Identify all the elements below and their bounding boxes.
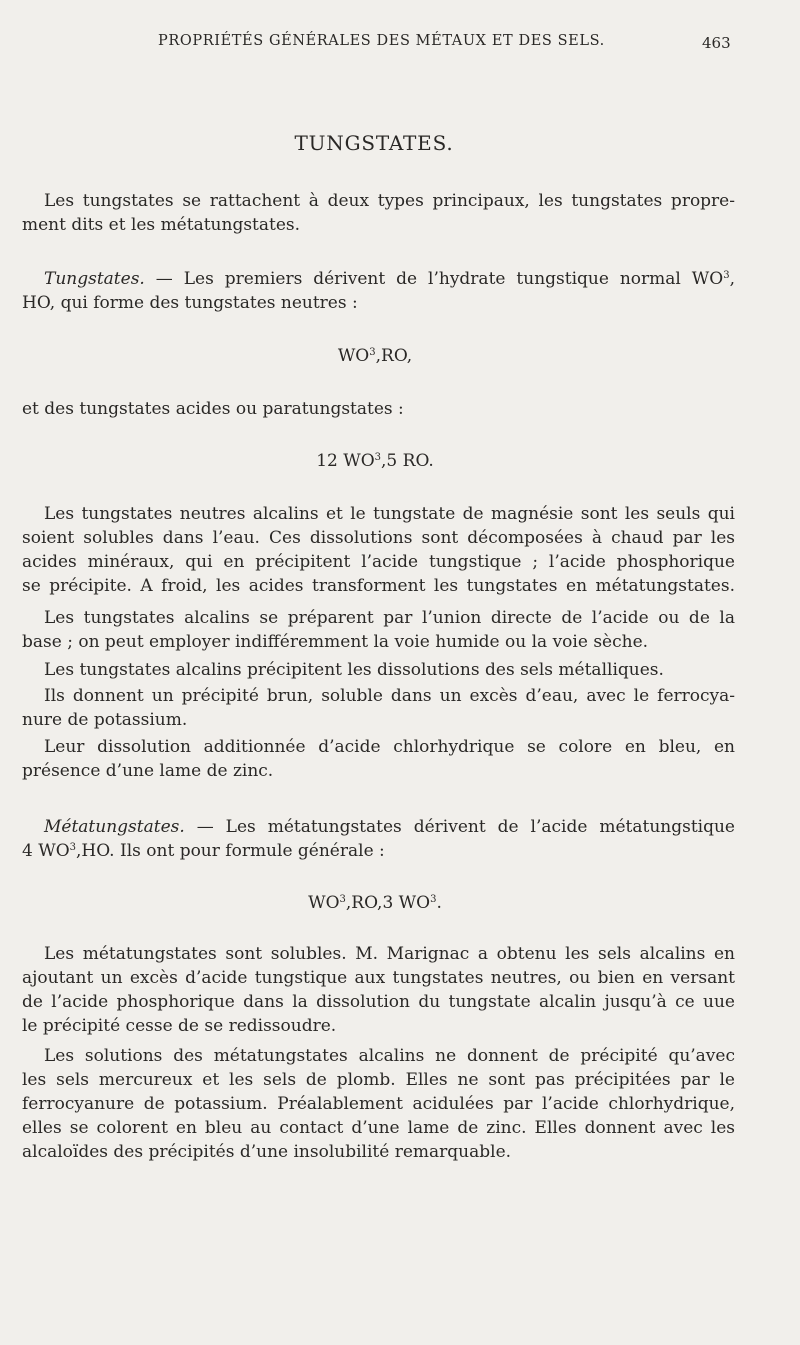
text-line: Les tungstates se rattachent à deux types principaux, les tungstates propre- <box>44 191 735 211</box>
text-line: Les métatungstates sont solubles. M. Marignac a obtenu les sels alcalins en <box>44 944 735 964</box>
metatungstates-paragraph <box>22 815 735 863</box>
text-line: soient solubles dans l’eau. Ces dissolutions sont décomposées à chaud par les <box>22 528 735 548</box>
page-number: 463 <box>702 34 731 52</box>
formula-paratungstate: 12 $WO^3,5$ RO. <box>316 451 434 471</box>
formula-metatungstate: $WO^3,RO,3$ $WO^3$. <box>308 893 442 913</box>
text-line: Les tungstates neutres alcalins et le tungstate de magnésie sont les seuls qui <box>44 504 735 524</box>
text-line: et des tungstates acides ou paratungstates : <box>22 399 404 419</box>
section-title: TUNGSTATES. <box>294 131 454 155</box>
alkaline-preparation-paragraph <box>22 606 735 654</box>
tungstates-label: Tungstates. <box>44 269 145 289</box>
brown-precipitate-paragraph <box>22 684 735 732</box>
text-line: Métatungstates. — Les métatungstates dérivent de l’acide métatungstique <box>44 817 735 837</box>
neutral-tungstates-paragraph <box>22 502 735 598</box>
text-line: Les solutions des métatungstates alcalins ne donnent de précipité qu’avec <box>44 1046 735 1066</box>
text-line: les sels mercureux et les sels de plomb. Elles ne sont pas précipitées par le <box>22 1070 735 1090</box>
metatungstates-solubility-paragraph <box>22 942 735 1038</box>
metatungstates-label: Métatungstates. <box>44 817 185 837</box>
text-line: ferrocyanure de potassium. Préalablement acidulées par l’acide chlorhydrique, <box>22 1094 735 1114</box>
text-line: base ; on peut employer indifféremment la voie humide ou la voie sèche. <box>22 632 649 652</box>
text-line: Leur dissolution additionnée d’acide chlorhydrique se colore en bleu, en <box>44 737 735 757</box>
acid-tungstates-line <box>22 397 735 421</box>
text-line: de l’acide phosphorique dans la dissolution du tungstate alcalin jusqu’à ce uue <box>22 992 735 1012</box>
tungstates-paragraph <box>22 267 735 315</box>
text-line: 4 $WO^3,HO$. Ils ont pour formule générale : <box>22 841 385 861</box>
precipitation-paragraph <box>22 658 735 682</box>
text-line: nure de potassium. <box>22 710 188 730</box>
blue-color-paragraph <box>22 735 735 783</box>
formula-neutral-tungstate: $WO^3,RO$, <box>337 346 413 366</box>
running-head: PROPRIÉTÉS GÉNÉRALES DES MÉTAUX ET DES SELS. <box>158 33 605 49</box>
metatungstates-solutions-paragraph <box>22 1044 735 1164</box>
text-line: se précipite. A froid, les acides transforment les tungstates en métatungstates. <box>22 576 735 596</box>
text-line: le précipité cesse de se redissoudre. <box>22 1016 337 1036</box>
text-line: acides minéraux, qui en précipitent l’acide tungstique ; l’acide phosphorique <box>22 552 735 572</box>
text-line: Les tungstates alcalins précipitent les dissolutions des sels métalliques. <box>44 660 664 680</box>
text-line: ajoutant un excès d’acide tungstique aux tungstates neutres, ou bien en versant <box>22 968 735 988</box>
text-line: ment dits et les métatungstates. <box>22 215 301 235</box>
text-line: présence d’une lame de zinc. <box>22 761 274 781</box>
text-line: Tungstates. — Les premiers dérivent de l’hydrate tungstique normal $WO^3$, <box>44 269 735 289</box>
text-line: Ils donnent un précipité brun, soluble dans un excès d’eau, avec le ferrocya- <box>44 686 735 706</box>
intro-paragraph <box>22 189 735 237</box>
text-line: Les tungstates alcalins se préparent par l’union directe de l’acide ou de la <box>44 608 735 628</box>
text-line: alcaloïdes des précipités d’une insolubilité remarquable. <box>22 1142 512 1162</box>
text-line: elles se colorent en bleu au contact d’une lame de zinc. Elles donnent avec les <box>22 1118 735 1138</box>
text-line: HO, qui forme des tungstates neutres : <box>22 293 358 313</box>
